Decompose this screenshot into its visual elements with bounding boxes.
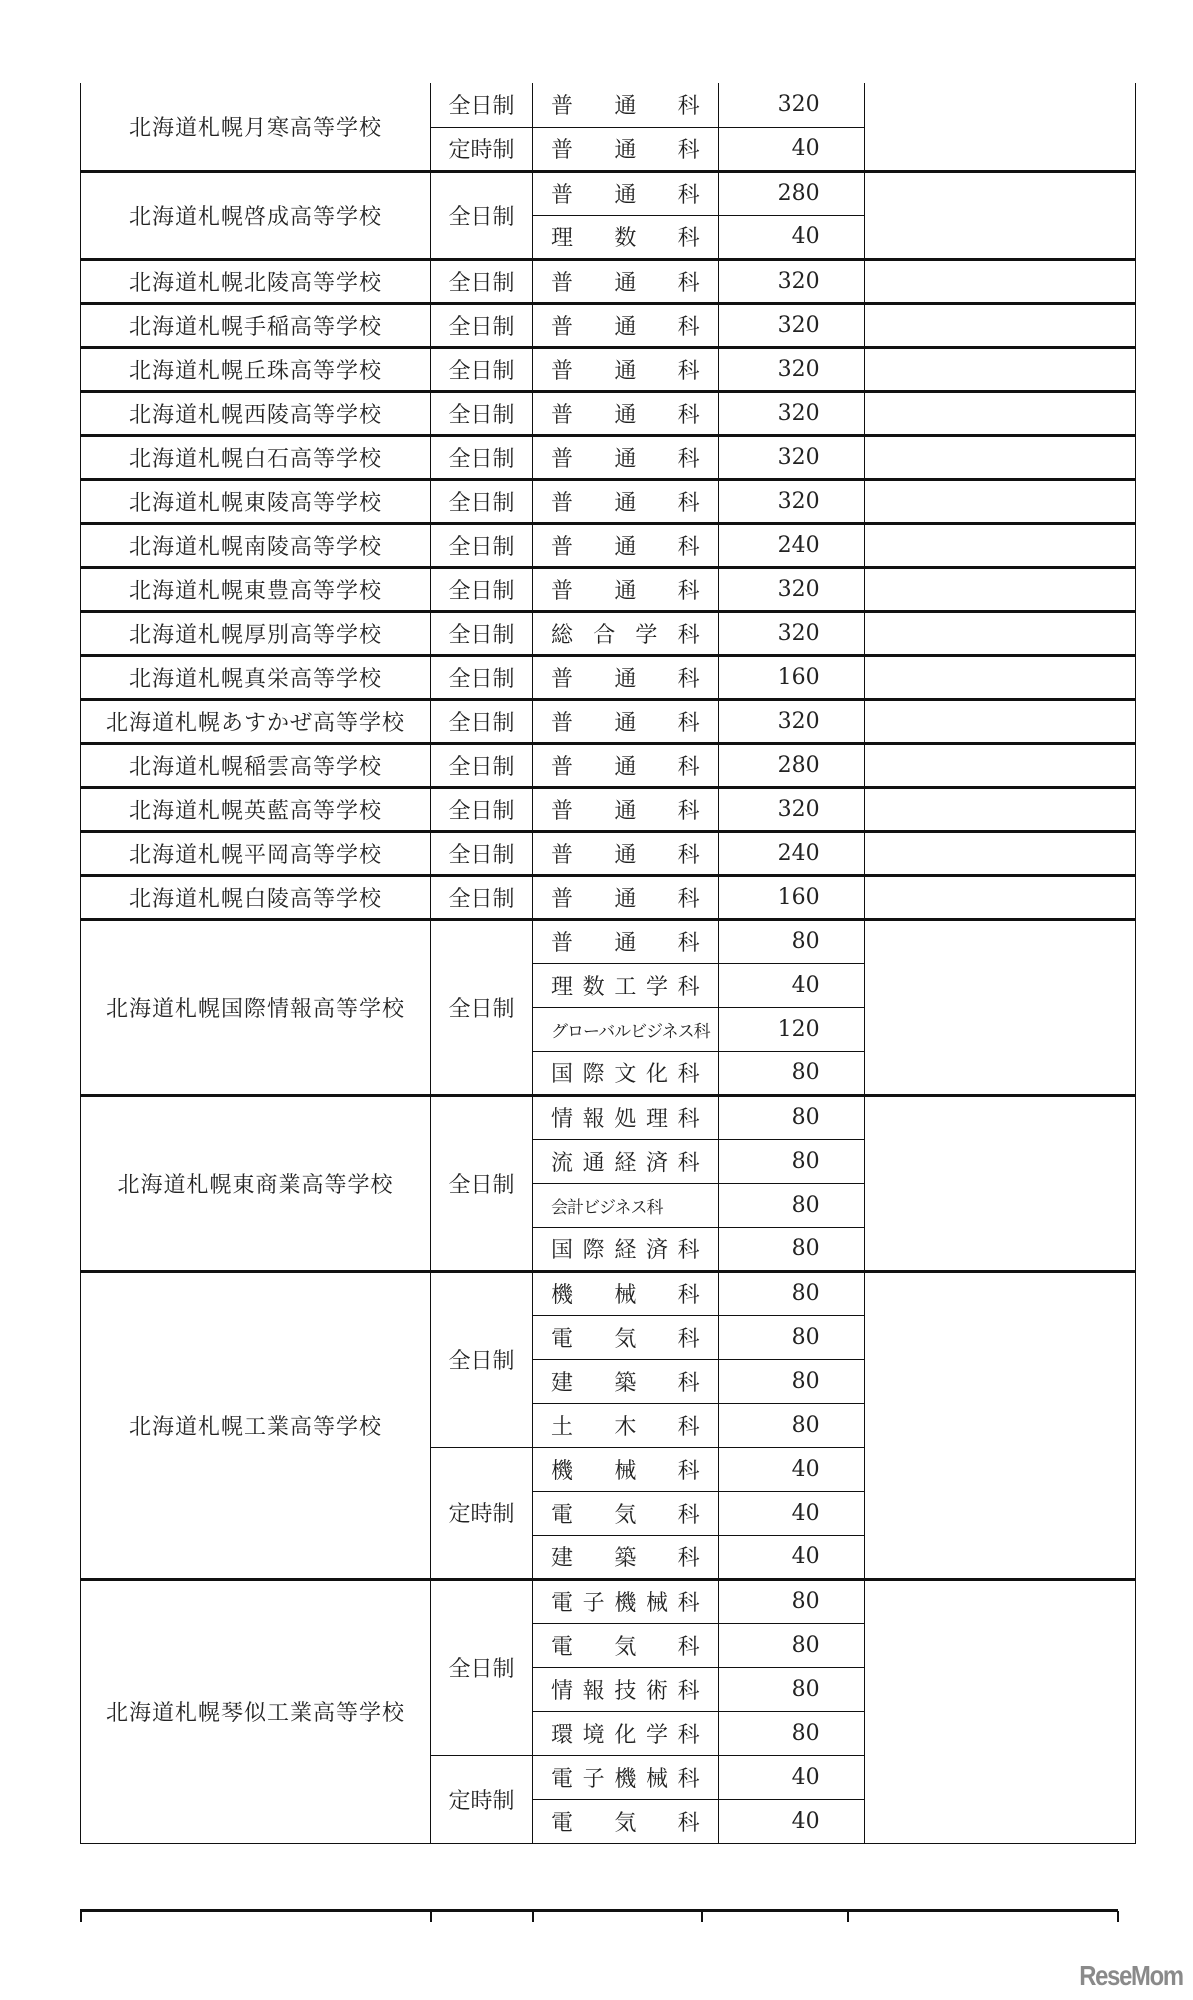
- remarks-cell: [864, 171, 1135, 259]
- subject-name: 環境化学科: [551, 1722, 700, 1748]
- table-row: [81, 303, 1136, 347]
- course-system: 全日制: [431, 875, 533, 919]
- capacity: 80: [718, 919, 864, 963]
- remarks-cell: [864, 567, 1135, 611]
- capacity: 40: [718, 1447, 864, 1491]
- remarks-cell: [864, 347, 1135, 391]
- capacity: 40: [718, 127, 864, 171]
- subject-cell: [533, 611, 719, 655]
- subject-cell: [533, 963, 719, 1007]
- remarks-cell: [864, 479, 1135, 523]
- capacity: 40: [718, 1755, 864, 1799]
- capacity: 280: [718, 743, 864, 787]
- remarks-cell: [864, 919, 1135, 1095]
- subject-name: 普通科: [551, 314, 700, 340]
- subject-cell: [533, 1799, 719, 1843]
- remarks-cell: [864, 611, 1135, 655]
- capacity: 80: [718, 1095, 864, 1139]
- subject-cell: [533, 391, 719, 435]
- remarks-cell: [864, 391, 1135, 435]
- table-row: [81, 919, 1136, 963]
- capacity: 320: [718, 259, 864, 303]
- subject-cell: [533, 435, 719, 479]
- table-row: [81, 83, 1136, 127]
- subject-cell: [533, 875, 719, 919]
- subject-name: 電気科: [551, 1326, 700, 1352]
- subject-name: 普通科: [551, 754, 700, 780]
- school-name: 北海道札幌白石高等学校: [81, 435, 431, 479]
- course-system: 全日制: [431, 171, 533, 259]
- subject-name: 普通科: [551, 886, 700, 912]
- subject-name: 電子機械科: [551, 1766, 700, 1792]
- course-system: 全日制: [431, 831, 533, 875]
- subject-cell: [533, 1667, 719, 1711]
- subject-name: 普通科: [551, 931, 700, 956]
- capacity: 40: [718, 963, 864, 1007]
- subject-name: 普通科: [551, 666, 700, 692]
- remarks-cell: [864, 699, 1135, 743]
- subject-name: 国際経済科: [551, 1238, 700, 1263]
- subject-cell: [533, 523, 719, 567]
- school-name: 北海道札幌英藍高等学校: [81, 787, 431, 831]
- capacity: 320: [718, 391, 864, 435]
- column-tick: [430, 1911, 432, 1922]
- capacity: 80: [718, 1711, 864, 1755]
- capacity: 320: [718, 611, 864, 655]
- remarks-cell: [864, 303, 1135, 347]
- remarks-cell: [864, 655, 1135, 699]
- capacity: 80: [718, 1623, 864, 1667]
- subject-cell: [533, 1271, 719, 1315]
- subject-cell: [533, 1227, 719, 1271]
- capacity: 320: [718, 567, 864, 611]
- subject-name: 土木科: [551, 1414, 700, 1440]
- remarks-cell: [864, 1095, 1135, 1271]
- school-name: 北海道札幌啓成高等学校: [81, 171, 431, 259]
- capacity: 320: [718, 699, 864, 743]
- capacity: 80: [718, 1315, 864, 1359]
- course-system: 全日制: [431, 391, 533, 435]
- subject-name: 普通科: [551, 183, 700, 208]
- subject-cell: [533, 1139, 719, 1183]
- school-name: 北海道札幌手稲高等学校: [81, 303, 431, 347]
- school-name: 北海道札幌東陵高等学校: [81, 479, 431, 523]
- subject-name: 情報技術科: [551, 1678, 700, 1704]
- course-system: 全日制: [431, 83, 533, 127]
- subject-name: 普通科: [551, 402, 700, 428]
- subject-cell: [533, 1755, 719, 1799]
- subject-name: 建築科: [551, 1370, 700, 1396]
- subject-cell: [533, 743, 719, 787]
- school-name: 北海道札幌東豊高等学校: [81, 567, 431, 611]
- capacity: 320: [718, 347, 864, 391]
- subject-cell: [533, 127, 719, 171]
- subject-name: 建築科: [551, 1546, 700, 1571]
- subject-cell: [533, 303, 719, 347]
- capacity: 160: [718, 655, 864, 699]
- school-name: 北海道札幌稲雲高等学校: [81, 743, 431, 787]
- table-row: [81, 259, 1136, 303]
- course-system: 定時制: [431, 1447, 533, 1579]
- capacity: 80: [718, 1183, 864, 1227]
- subject-name: 流通経済科: [551, 1150, 700, 1176]
- subject-name: 理数科: [551, 226, 700, 251]
- course-system: 全日制: [431, 611, 533, 655]
- remarks-cell: [864, 743, 1135, 787]
- subject-name: 国際文化科: [551, 1062, 700, 1087]
- remarks-cell: [864, 875, 1135, 919]
- school-name: 北海道札幌南陵高等学校: [81, 523, 431, 567]
- subject-cell: [533, 1183, 719, 1227]
- capacity: 40: [718, 215, 864, 259]
- subject-cell: [533, 1623, 719, 1667]
- capacity: 80: [718, 1227, 864, 1271]
- subject-cell: [533, 347, 719, 391]
- table-row: [81, 1095, 1136, 1139]
- table-row: [81, 1579, 1136, 1623]
- resemom-logo: ReseMom: [1079, 1960, 1183, 1991]
- column-tick: [701, 1911, 703, 1922]
- subject-name: 電子機械科: [551, 1591, 700, 1616]
- school-name: 北海道札幌白陵高等学校: [81, 875, 431, 919]
- capacity: 80: [718, 1579, 864, 1623]
- subject-cell: [533, 1007, 719, 1051]
- subject-name: グローバルビジネス科: [551, 1021, 710, 1042]
- subject-name: 機械科: [551, 1283, 700, 1308]
- school-name: 北海道札幌国際情報高等学校: [81, 919, 431, 1095]
- subject-cell: [533, 83, 719, 127]
- school-name: 北海道札幌工業高等学校: [81, 1271, 431, 1579]
- subject-name: 会計ビジネス科: [551, 1197, 663, 1218]
- capacity: 320: [718, 303, 864, 347]
- subject-name: 情報処理科: [551, 1107, 700, 1132]
- capacity: 240: [718, 831, 864, 875]
- table-row: [81, 1271, 1136, 1315]
- column-tick: [532, 1911, 534, 1922]
- column-tick: [1117, 1911, 1119, 1922]
- school-name: 北海道札幌平岡高等学校: [81, 831, 431, 875]
- remarks-cell: [864, 787, 1135, 831]
- course-system: 全日制: [431, 567, 533, 611]
- capacity: 80: [718, 1403, 864, 1447]
- course-system: 全日制: [431, 655, 533, 699]
- subject-cell: [533, 1535, 719, 1579]
- course-system: 定時制: [431, 1755, 533, 1843]
- remarks-cell: [864, 435, 1135, 479]
- course-system: 全日制: [431, 787, 533, 831]
- course-system: 全日制: [431, 1271, 533, 1447]
- subject-cell: [533, 1491, 719, 1535]
- subject-name: 普通科: [551, 358, 700, 384]
- subject-cell: [533, 1711, 719, 1755]
- capacity: 280: [718, 171, 864, 215]
- course-system: 全日制: [431, 523, 533, 567]
- course-system: 全日制: [431, 259, 533, 303]
- subject-cell: [533, 1447, 719, 1491]
- remarks-cell: [864, 1579, 1135, 1843]
- capacity: 80: [718, 1359, 864, 1403]
- subject-cell: [533, 259, 719, 303]
- capacity: 80: [718, 1667, 864, 1711]
- school-name: 北海道札幌あすかぜ高等学校: [81, 699, 431, 743]
- capacity: 40: [718, 1535, 864, 1579]
- course-system: 全日制: [431, 743, 533, 787]
- capacity: 40: [718, 1799, 864, 1843]
- table-row: [81, 567, 1136, 611]
- subject-cell: [533, 1579, 719, 1623]
- table-row: [81, 391, 1136, 435]
- capacity: 320: [718, 479, 864, 523]
- capacity: 320: [718, 787, 864, 831]
- subject-cell: [533, 171, 719, 215]
- remarks-cell: [864, 259, 1135, 303]
- subject-name: 普通科: [551, 94, 700, 120]
- subject-cell: [533, 1403, 719, 1447]
- subject-name: 普通科: [551, 534, 700, 560]
- subject-cell: [533, 1315, 719, 1359]
- table-row: [81, 435, 1136, 479]
- column-tick: [847, 1911, 849, 1922]
- subject-name: 普通科: [551, 710, 700, 736]
- capacity: 320: [718, 83, 864, 127]
- school-name: 北海道札幌琴似工業高等学校: [81, 1579, 431, 1843]
- subject-cell: [533, 831, 719, 875]
- course-system: 全日制: [431, 435, 533, 479]
- capacity: 80: [718, 1139, 864, 1183]
- subject-cell: [533, 479, 719, 523]
- remarks-cell: [864, 831, 1135, 875]
- course-system: 全日制: [431, 1095, 533, 1271]
- table-row: [81, 699, 1136, 743]
- subject-name: 総合学科: [551, 622, 700, 648]
- subject-name: 普通科: [551, 842, 700, 868]
- table-row: [81, 479, 1136, 523]
- school-name: 北海道札幌東商業高等学校: [81, 1095, 431, 1271]
- column-tick: [80, 1911, 82, 1922]
- subject-name: 電気科: [551, 1634, 700, 1660]
- subject-name: 理数工学科: [551, 974, 700, 1000]
- capacity: 320: [718, 435, 864, 479]
- subject-name: 普通科: [551, 490, 700, 516]
- course-system: 全日制: [431, 1579, 533, 1755]
- table-row: [81, 523, 1136, 567]
- table-row: [81, 611, 1136, 655]
- subject-cell: [533, 655, 719, 699]
- subject-cell: [533, 1095, 719, 1139]
- table-row: [81, 655, 1136, 699]
- subject-name: 普通科: [551, 578, 700, 604]
- course-system: 全日制: [431, 919, 533, 1095]
- school-name: 北海道札幌真栄高等学校: [81, 655, 431, 699]
- subject-name: 普通科: [551, 138, 700, 163]
- course-system: 全日制: [431, 699, 533, 743]
- course-system: 全日制: [431, 303, 533, 347]
- table-row: [81, 743, 1136, 787]
- school-name: 北海道札幌西陵高等学校: [81, 391, 431, 435]
- school-name: 北海道札幌月寒高等学校: [81, 83, 431, 171]
- capacity: 40: [718, 1491, 864, 1535]
- table-row: [81, 171, 1136, 215]
- remarks-cell: [864, 523, 1135, 567]
- table-row: [81, 831, 1136, 875]
- subject-cell: [533, 1359, 719, 1403]
- school-capacity-table: [80, 83, 1136, 1844]
- capacity: 160: [718, 875, 864, 919]
- table-bottom-border: [80, 1909, 1118, 1912]
- subject-cell: [533, 1051, 719, 1095]
- subject-name: 電気科: [551, 1502, 700, 1528]
- subject-name: 普通科: [551, 798, 700, 824]
- capacity: 80: [718, 1051, 864, 1095]
- subject-cell: [533, 699, 719, 743]
- table-row: [81, 875, 1136, 919]
- subject-name: 電気科: [551, 1810, 700, 1836]
- school-name: 北海道札幌北陵高等学校: [81, 259, 431, 303]
- subject-cell: [533, 567, 719, 611]
- remarks-cell: [864, 83, 1135, 171]
- subject-name: 普通科: [551, 270, 700, 296]
- capacity: 240: [718, 523, 864, 567]
- subject-cell: [533, 215, 719, 259]
- capacity: 120: [718, 1007, 864, 1051]
- subject-name: 普通科: [551, 446, 700, 472]
- course-system: 全日制: [431, 347, 533, 391]
- table-row: [81, 787, 1136, 831]
- remarks-cell: [864, 1271, 1135, 1579]
- school-name: 北海道札幌丘珠高等学校: [81, 347, 431, 391]
- course-system: 全日制: [431, 479, 533, 523]
- subject-cell: [533, 919, 719, 963]
- table-row: [81, 347, 1136, 391]
- course-system: 定時制: [431, 127, 533, 171]
- capacity: 80: [718, 1271, 864, 1315]
- subject-name: 機械科: [551, 1458, 700, 1484]
- school-name: 北海道札幌厚別高等学校: [81, 611, 431, 655]
- subject-cell: [533, 787, 719, 831]
